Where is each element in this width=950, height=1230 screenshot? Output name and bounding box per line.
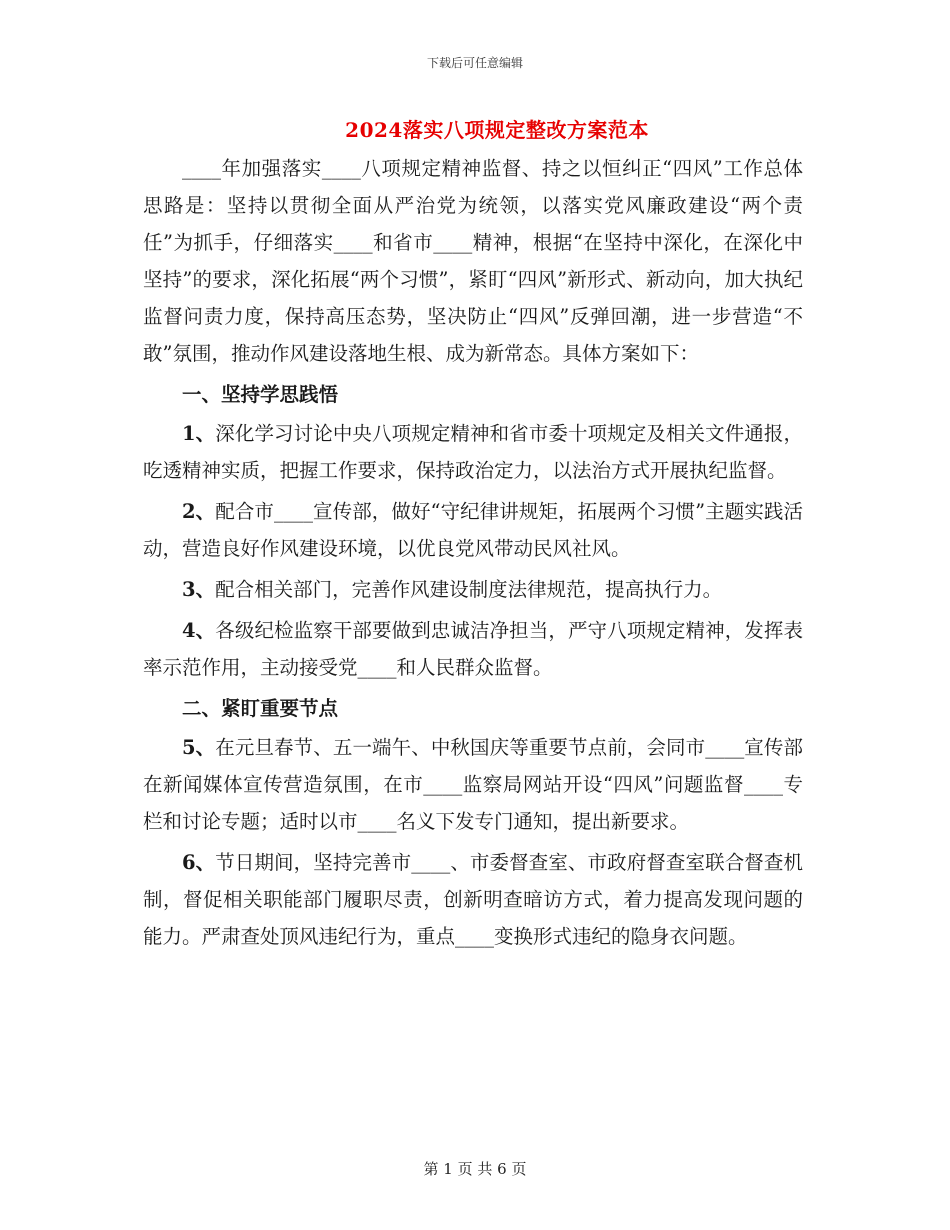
document-body — [143, 150, 803, 959]
item-text: 配合市____宣传部，做好“守纪律讲规矩，拓展两个习惯”主题实践活动，营造良好作风建设环境，以优良党风带动民风社风。 — [143, 500, 803, 560]
item-number: 1、 — [182, 422, 216, 445]
section-heading-2: 二、紧盯重要节点 — [182, 697, 339, 720]
list-item — [143, 844, 803, 955]
header-note: 下载后可任意编辑 — [426, 56, 523, 70]
item-text: 在元旦春节、五一端午、中秋国庆等重要节点前，会同市____宣传部在新闻媒体宣传营造氛围，在市____监察局网站开设“四风”问题监督____专栏和讨论专题；适时以市____名义下发专门通知，提出新要求。 — [143, 736, 803, 833]
list-item — [143, 493, 803, 567]
item-number: 3、 — [182, 578, 216, 601]
list-item — [143, 415, 803, 489]
list-item — [143, 612, 803, 686]
list-item — [143, 571, 803, 608]
item-number: 4、 — [182, 619, 216, 642]
list-item — [143, 729, 803, 840]
item-text: 各级纪检监察干部要做到忠诚洁净担当，严守八项规定精神，发挥表率示范作用，主动接受党____和人民群众监督。 — [143, 619, 803, 679]
item-number: 2、 — [182, 500, 216, 523]
item-text: 节日期间，坚持完善市____、市委督查室、市政府督查室联合督查机制，督促相关职能部门履职尽责，创新明查暗访方式，着力提高发现问题的能力。严肃查处顶风违纪行为，重点____变换形式违纪的隐身衣问题。 — [143, 851, 803, 948]
item-number: 5、 — [182, 736, 216, 759]
section-heading-1: 一、坚持学思践悟 — [182, 383, 339, 406]
page-number: 第 1 页 共 6 页 — [423, 1160, 527, 1178]
item-number: 6、 — [182, 851, 216, 874]
document-title: 2024落实八项规定整改方案范本 — [345, 118, 649, 142]
intro-paragraph: ____年加强落实____八项规定精神监督、持之以恒纠正“四风”工作总体思路是：坚持以贯彻全面从严治党为统领，以落实党风廉政建设“两个责任”为抓手，仔细落实____和省市____精神，根据“在坚持中深化，在深化中坚持”的要求，深化拓展“两个习惯”，紧盯“四风”新形式、新动向，加大执纪监督问责力度，保持高压态势，坚决防止“四风”反弹回潮，进一步营造“不敢”氛围，推动作风建设落地生根、成为新常态。具体方案如下： — [143, 157, 803, 365]
item-text: 配合相关部门，完善作风建设制度法律规范，提高执行力。 — [215, 578, 723, 601]
item-text: 深化学习讨论中央八项规定精神和省市委十项规定及相关文件通报，吃透精神实质，把握工作要求，保持政治定力，以法治方式开展执纪监督。 — [143, 422, 803, 482]
